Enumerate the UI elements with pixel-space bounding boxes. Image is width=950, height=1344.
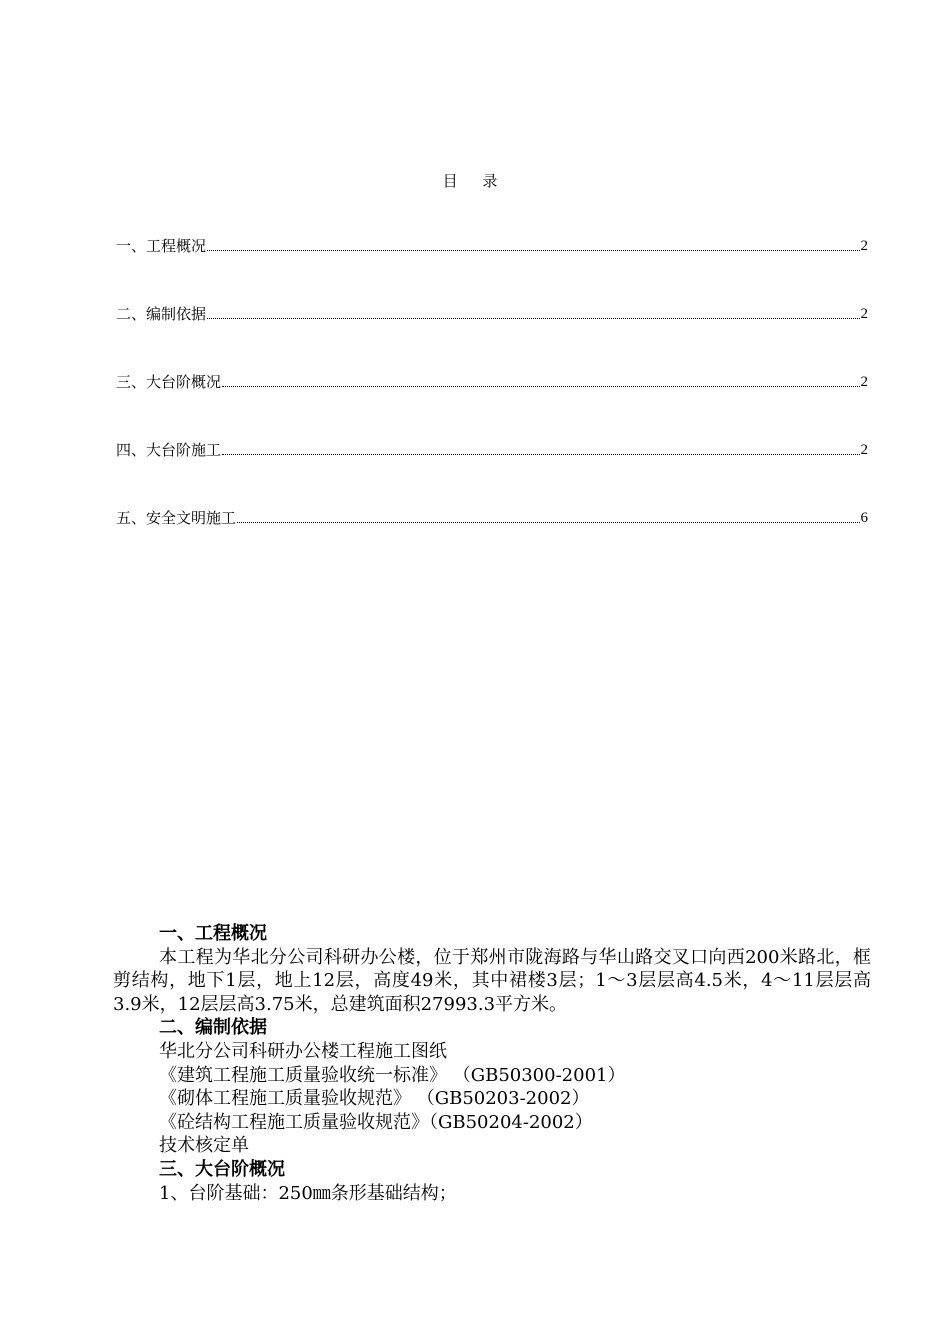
overview-paragraph: 本工程为华北分公司科研办公楼，位于郑州市陇海路与华山路交叉口向西200米路北，框剪结构，地下1层，地上12层，高度49米，其中裙楼3层；1～3层层高4.5米，4～11层层高3.9米，12层层高3.75米，总建筑面积27993.3平方米。	[113, 946, 871, 1015]
toc-leader-dots	[207, 249, 859, 251]
toc-entry-page: 6	[860, 510, 868, 526]
toc-entry-label: 三、大台阶概况	[116, 373, 222, 391]
toc-entry-2[interactable]	[116, 304, 868, 324]
toc-entry-label: 一、工程概况	[116, 237, 207, 255]
section-heading-steps: 三、大台阶概况	[159, 1158, 285, 1180]
toc-leader-dots	[207, 317, 859, 319]
toc-entry-page: 2	[860, 442, 868, 458]
toc-entry-label: 五、安全文明施工	[116, 509, 237, 527]
toc-leader-dots	[222, 385, 859, 387]
basis-item: 技术核定单	[159, 1135, 249, 1157]
steps-item: 1、台阶基础：250㎜条形基础结构；	[159, 1182, 457, 1204]
section-heading-overview: 一、工程概况	[159, 923, 267, 944]
toc-entry-page: 2	[860, 374, 868, 390]
toc-entry-5[interactable]	[116, 508, 868, 528]
basis-item: 华北分公司科研办公楼工程施工图纸	[159, 1040, 447, 1062]
toc-leader-dots	[222, 453, 859, 455]
toc-entry-page: 2	[860, 238, 868, 254]
toc-entry-label: 二、编制依据	[116, 305, 207, 323]
toc-leader-dots	[237, 521, 859, 523]
basis-item: 《砌体工程施工质量验收规范》 （GB50203-2002）	[159, 1088, 590, 1110]
toc-entry-1[interactable]	[116, 236, 868, 256]
toc-entry-3[interactable]	[116, 372, 868, 392]
toc-entry-page: 2	[860, 306, 868, 322]
toc-entry-label: 四、大台阶施工	[116, 441, 222, 459]
document-body	[113, 922, 871, 1205]
basis-item: 《建筑工程施工质量验收统一标准》 （GB50300-2001）	[159, 1064, 626, 1086]
basis-item: 《砼结构工程施工质量验收规范》（GB50204-2002）	[159, 1111, 593, 1133]
section-heading-basis: 二、编制依据	[159, 1017, 267, 1039]
toc-entry-4[interactable]	[116, 440, 868, 460]
toc-title: 目 录	[442, 172, 508, 190]
